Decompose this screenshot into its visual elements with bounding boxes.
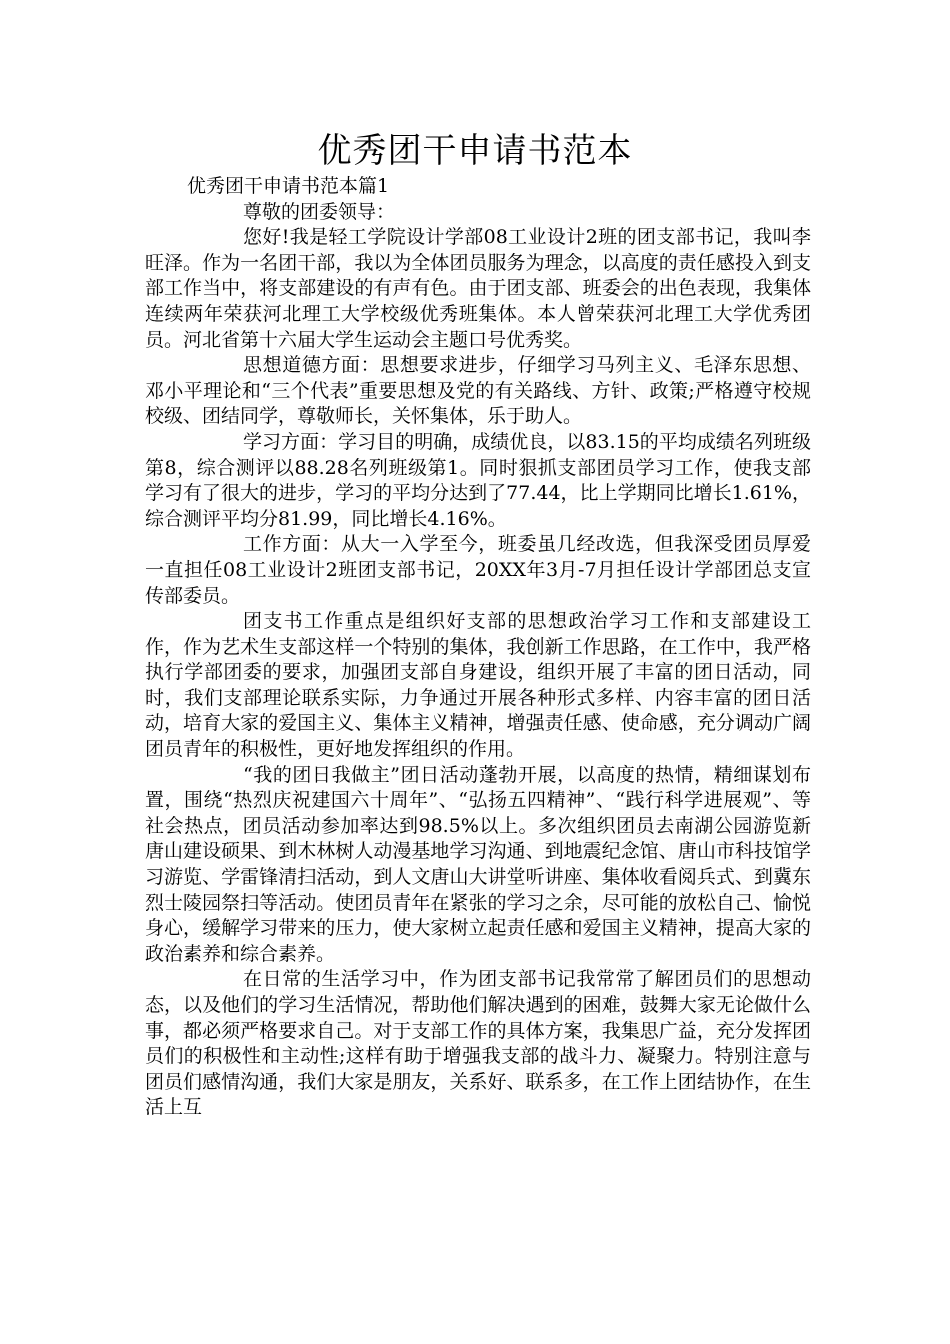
- paragraph-study: 学习方面：学习目的明确，成绩优良，以83.15的平均成绩名列班级第8，综合测评以88.28名列班级第1。同时狠抓支部团员学习工作，使我支部学习有了很大的进步，学习的平均分达到了77.44，比上学期同比增长1.61%，综合测评平均分81.99，同比增长4.16%。: [145, 430, 811, 530]
- document-title: 优秀团干申请书范本: [317, 131, 633, 171]
- paragraph-branch-work: 团支书工作重点是组织好支部的思想政治学习工作和支部建设工作，作为艺术生支部这样一个特别的集体，我创新工作思路，在工作中，我严格执行学部团委的要求，加强团支部自身建设，组织开展了丰富的团日活动，同时，我们支部理论联系实际，力争通过开展各种形式多样、内容丰富的团日活动，培育大家的爱国主义、集体主义精神，增强责任感、使命感，充分调动广阔团员青年的积极性，更好地发挥组织的作用。: [145, 610, 811, 761]
- salutation: 尊敬的团委领导：: [243, 200, 396, 223]
- document-body: [145, 174, 811, 1121]
- paragraph-work: 工作方面：从大一入学至今，班委虽几经改选，但我深受团员厚爱一直担任08工业设计2班团支部书记，20XX年3月-7月担任设计学部团总支宣传部委员。: [145, 533, 811, 607]
- paragraph-ideology: 思想道德方面：思想要求进步，仔细学习马列主义、毛泽东思想、邓小平理论和“三个代表”重要思想及党的有关路线、方针、政策;严格遵守校规校级、团结同学，尊敬师长，关怀集体，乐于助人。: [145, 354, 811, 428]
- paragraph-daily-life: 在日常的生活学习中，作为团支部书记我常常了解团员们的思想动态，以及他们的学习生活情况，帮助他们解决遇到的困难，鼓舞大家无论做什么事，都必须严格要求自己。对于支部工作的具体方案，我集思广益，充分发挥团员们的积极性和主动性;这样有助于增强我支部的战斗力、凝聚力。特别注意与团员们感情沟通，我们大家是朋友，关系好、联系多，在工作上团结协作，在生活上互: [145, 968, 811, 1119]
- section-heading: 优秀团干申请书范本篇1: [187, 175, 390, 197]
- paragraph-intro: 您好!我是轻工学院设计学部08工业设计2班的团支部书记，我叫李旺泽。作为一名团干部，我以为全体团员服务为理念，以高度的责任感投入到支部工作当中，将支部建设的有声有色。由于团支部、班委会的出色表现，我集体连续两年荣获河北理工大学校级优秀班集体。本人曾荣获河北理工大学优秀团员。河北省第十六届大学生运动会主题口号优秀奖。: [145, 226, 811, 351]
- paragraph-activities: “我的团日我做主”团日活动蓬勃开展，以高度的热情，精细谋划布置，围绕“热烈庆祝建国六十周年”、“弘扬五四精神”、“践行科学进展观”、等社会热点，团员活动参加率达到98.5%以上。多次组织团员去南湖公园游览新唐山建设硕果、到木林树人动漫基地学习沟通、到地震纪念馆、唐山市科技馆学习游览、学雷锋清扫活动，到人文唐山大讲堂听讲座、集体收看阅兵式、到冀东烈士陵园祭扫等活动。使团员青年在紧张的学习之余，尽可能的放松自己、愉悦身心，缓解学习带来的压力，使大家树立起责任感和爱国主义精神，提高大家的政治素养和综合素养。: [145, 763, 811, 965]
